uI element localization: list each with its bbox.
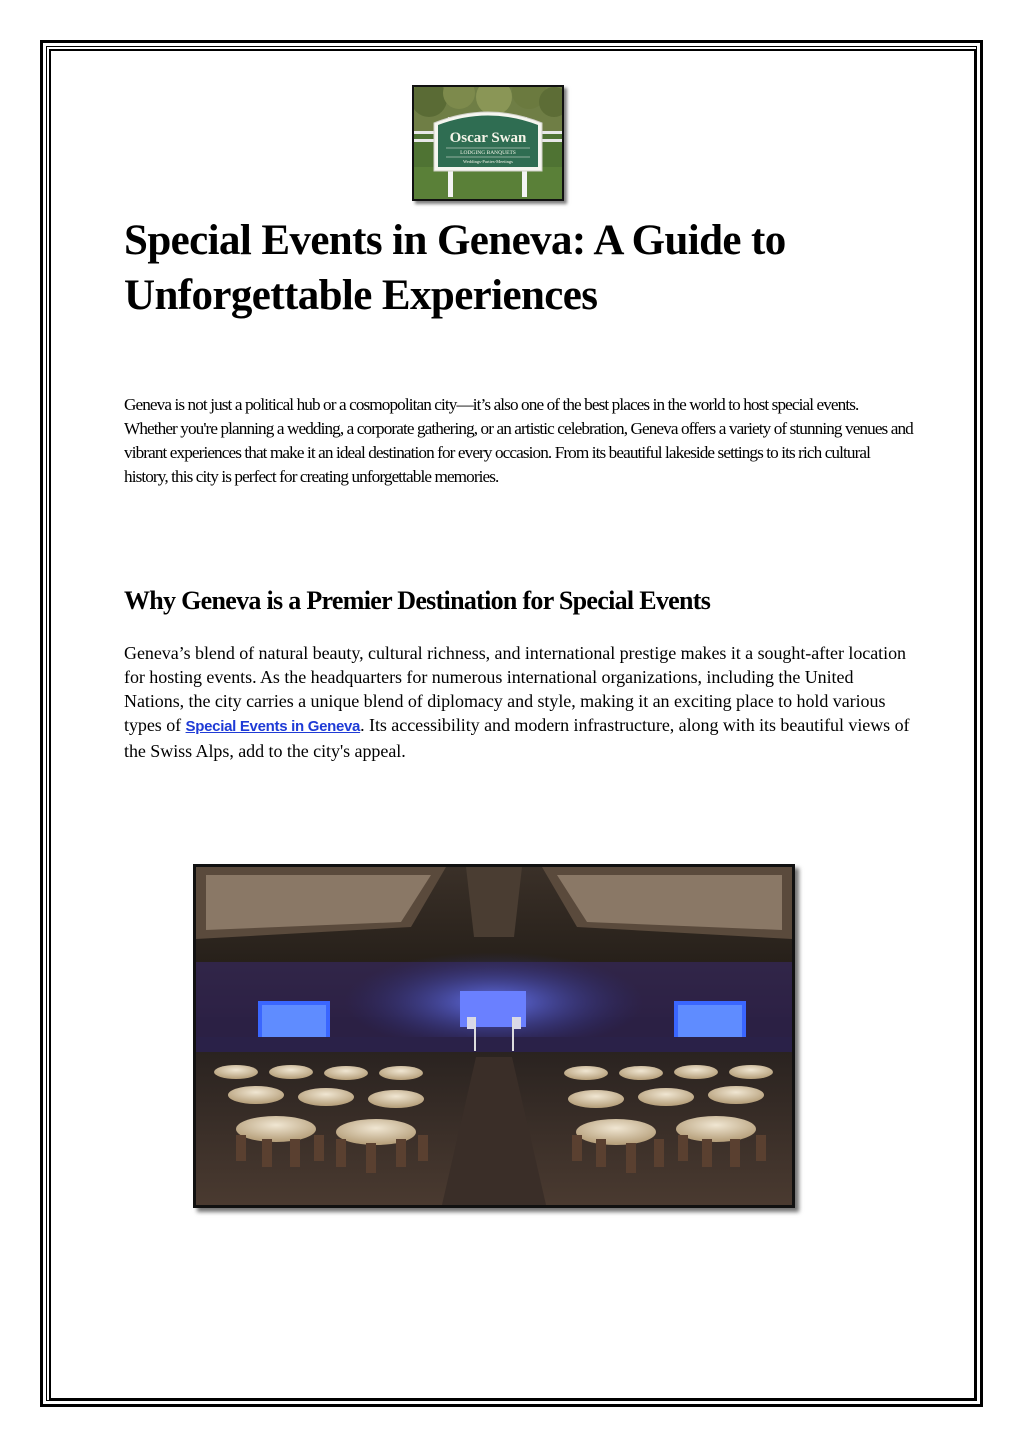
sign-name-text: Oscar Swan xyxy=(449,130,527,146)
special-events-geneva-link[interactable]: Special Events in Geneva xyxy=(185,718,361,735)
sign-line-text: LODGING BANQUETS xyxy=(460,150,516,156)
oscar-swan-logo-image xyxy=(412,85,564,201)
ballroom-event-image xyxy=(193,864,795,1208)
section-paragraph xyxy=(124,641,914,763)
intro-paragraph: Geneva is not just a political hub or a cosmopolitan city—it’s also one of the best places in the world to host special events. Whether you're planning a wedding, a corporate gathering, or an artistic celebration, Geneva offers a variety of stunning venues and vibrant experiences that make it an ideal destination for every occasion. From its beautiful lakeside settings to its rich cultural history, this city is perfect for creating unforgettable memories. xyxy=(124,395,913,486)
article-title: Special Events in Geneva: A Guide to Unforgettable Experiences xyxy=(124,217,786,319)
ballroom-photo xyxy=(196,867,792,1205)
section-text-before: Geneva’s blend of natural beauty, cultural richness, and international prestige makes it a sought-after location for hosting events. As the headquarters for numerous international organizations, including the United Nations, the city carries a unique blend of diplomacy and style, making it an exciting place to hold various types of xyxy=(124,643,906,735)
section-text-after: . Its accessibility and modern infrastructure, along with its beautiful views of the Swiss Alps, add to the city's appeal. xyxy=(124,715,910,761)
oscar-swan-sign-photo xyxy=(414,87,562,199)
sign-tagline-text: Weddings-Parties-Meetings xyxy=(463,159,513,164)
section-heading: Why Geneva is a Premier Destination for Special Events xyxy=(124,586,711,615)
